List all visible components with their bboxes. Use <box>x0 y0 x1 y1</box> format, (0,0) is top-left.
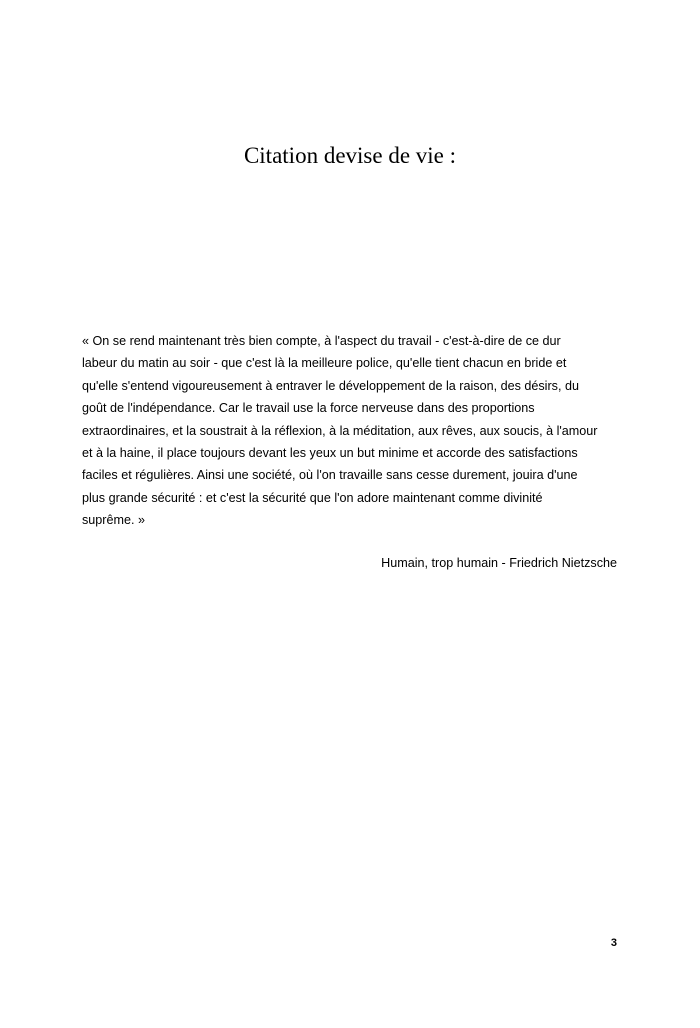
quote-line: goût de l'indépendance. Car le travail use la force nerveuse dans des proportions <box>82 401 535 416</box>
quote-line: labeur du matin au soir - que c'est là la meilleure police, qu'elle tient chacun en bride et <box>82 356 567 371</box>
quote-block <box>82 330 622 532</box>
quote-attribution: Humain, trop humain - Friedrich Nietzsche <box>381 556 617 570</box>
quote-line: et à la haine, il place toujours devant les yeux un but minime et accorde des satisfactions <box>82 446 578 461</box>
page-number: 3 <box>610 937 617 949</box>
quote-line: faciles et régulières. Ainsi une société, où l'on travaille sans cesse durement, jouira d'une <box>82 468 578 483</box>
quote-line: qu'elle s'entend vigoureusement à entraver le développement de la raison, des désirs, du <box>82 378 579 393</box>
quote-line: plus grande sécurité : et c'est la sécurité que l'on adore maintenant comme divinité <box>82 490 543 505</box>
quote-line: extraordinaires, et la soustrait à la réflexion, à la méditation, aux rêves, aux soucis, à l'amour <box>82 423 598 438</box>
quote-line: suprême. » <box>82 513 145 528</box>
quote-line: « On se rend maintenant très bien compte, à l'aspect du travail - c'est-à-dire de ce dur <box>82 334 561 348</box>
page-title: Citation devise de vie : <box>243 143 457 168</box>
